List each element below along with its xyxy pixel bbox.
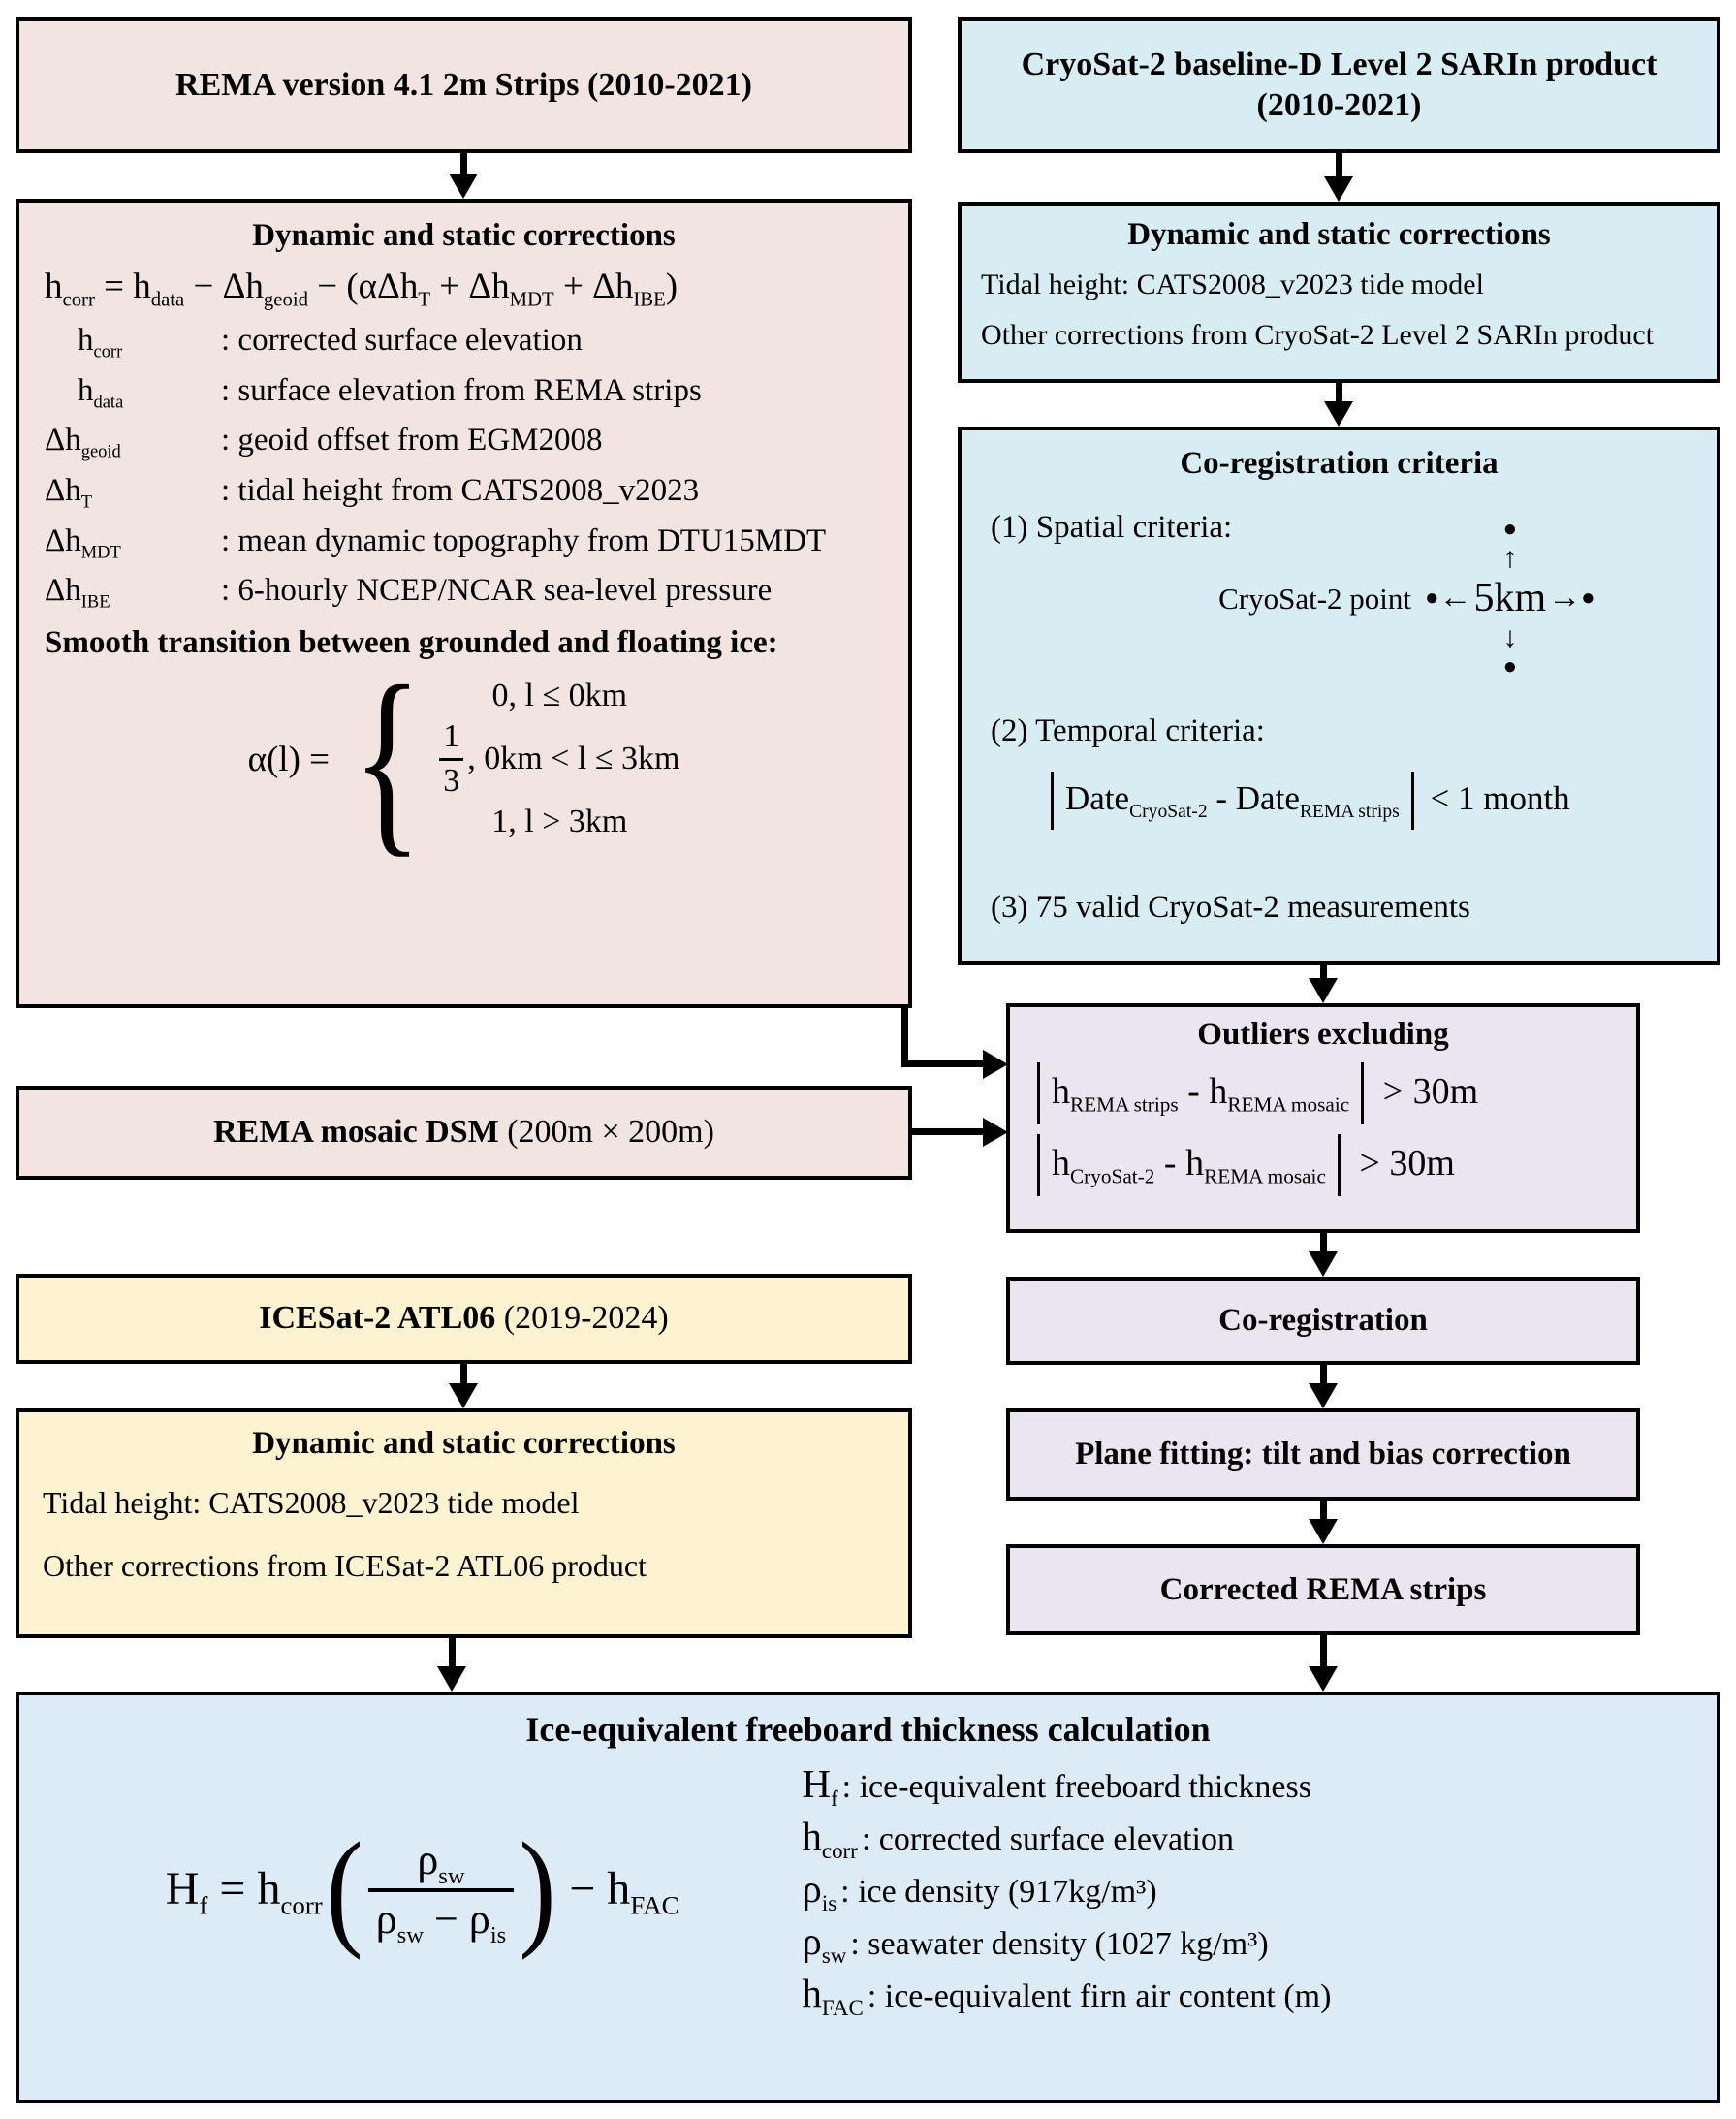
definition-row xyxy=(802,1918,1684,1969)
rema-corrections-box xyxy=(16,199,912,1008)
mosaic-arrow-stem xyxy=(912,1128,983,1135)
dot-right: ● xyxy=(1581,585,1595,611)
arrow-cryosat-to-corrections xyxy=(1324,153,1353,202)
symbol: $\Delta h_{IBE}$ xyxy=(45,573,110,612)
alpha-lhs: α(l) = xyxy=(247,739,331,779)
close-paren: ) xyxy=(519,1817,556,1962)
symbol: $h_{FAC}$ xyxy=(802,1971,864,2021)
definition: : mean dynamic topography from DTU15MDT xyxy=(221,522,827,558)
definition-row xyxy=(45,573,883,612)
icesat-corrections-line1: Tidal height: CATS2008_v2023 tide model xyxy=(43,1485,580,1520)
arrow-rema-strips-to-corrections xyxy=(449,153,478,199)
freeboard-formula xyxy=(43,1754,802,2024)
temporal-criteria-label: (2) Temporal criteria: xyxy=(991,713,1265,748)
cryosat-point-label: CryoSat-2 point xyxy=(1218,581,1411,616)
elbow-arrow-horizontal xyxy=(901,1060,983,1067)
absolute-value-expression: Date$_{CryoSat-2}$ - Date$_{REMA strips}$ xyxy=(1051,772,1414,830)
definition-row xyxy=(45,522,883,562)
symbol: $h_{corr}$ xyxy=(802,1814,858,1864)
alpha-case-1: 0, l ≤ 0km xyxy=(491,677,628,713)
freeboard-box xyxy=(16,1692,1720,2103)
alpha-case-3: 1, l > 3km xyxy=(491,804,628,840)
arrow-criteria-to-outliers xyxy=(1309,965,1338,1003)
fraction-numerator: $\rho_{sw}$ xyxy=(417,1835,465,1889)
cryosat-box xyxy=(958,17,1720,153)
smooth-transition-title: Smooth transition between grounded and floating ice: xyxy=(45,624,778,660)
outlier-threshold: > 30m xyxy=(1359,1143,1455,1184)
icesat-box xyxy=(16,1274,912,1364)
arrow-plane-fitting-to-corrected-strips xyxy=(1309,1501,1338,1544)
open-paren: ( xyxy=(326,1817,363,1962)
icesat-corrections-box xyxy=(16,1408,912,1638)
definition-row xyxy=(802,1761,1684,1812)
corrected-strips-title: Corrected REMA strips xyxy=(1159,1571,1487,1607)
cryosat-corrections-box xyxy=(958,202,1720,383)
icesat-title-bold: ICESat-2 ATL06 xyxy=(259,1300,496,1337)
distance-label: 5km xyxy=(1473,576,1547,620)
symbol: $h_{corr}$ xyxy=(78,323,123,362)
cryosat-corrections-line2: Other corrections from CryoSat-2 Level 2 SARIn product xyxy=(981,319,1654,351)
definition-row xyxy=(802,1814,1684,1864)
definition: : corrected surface elevation xyxy=(221,323,583,358)
definition: : corrected surface elevation xyxy=(861,1821,1234,1858)
spatial-criteria-label: (1) Spatial criteria: xyxy=(991,510,1233,545)
corrected-strips-box xyxy=(1006,1544,1640,1635)
up-arrow-icon: ↑ xyxy=(1502,542,1518,574)
rema-mosaic-title xyxy=(213,1112,714,1154)
freeboard-title: Ice-equivalent freeboard thickness calculation xyxy=(525,1710,1211,1749)
rema-strips-box xyxy=(16,17,912,153)
formula-lhs: $H_f = h_{corr}$ xyxy=(165,1863,323,1920)
outlier-rule-row xyxy=(1037,1134,1619,1196)
measurement-count-criteria: (3) 75 valid CryoSat-2 measurements xyxy=(991,890,1470,925)
outliers-box xyxy=(1006,1003,1640,1233)
elbow-arrow-vertical xyxy=(901,1004,908,1064)
symbol: $h_{data}$ xyxy=(78,372,124,412)
definition-row xyxy=(45,472,883,512)
definition-row xyxy=(802,1971,1684,2021)
rema-mosaic-title-rest: (200m × 200m) xyxy=(498,1114,714,1151)
coreg-criteria-box xyxy=(958,427,1720,965)
temporal-criteria-formula xyxy=(1051,772,1570,830)
arrow-icesat-corrections-to-freeboard xyxy=(437,1638,466,1692)
down-arrow-icon: ↓ xyxy=(1502,621,1518,653)
freeboard-definitions xyxy=(802,1754,1693,2024)
symbol: $\rho_{is}$ xyxy=(802,1866,837,1916)
definition: : ice density (917kg/m³) xyxy=(840,1874,1157,1911)
definition-row xyxy=(45,323,883,362)
cryosat-corrections-title: Dynamic and static corrections xyxy=(1127,217,1551,252)
rema-mosaic-box xyxy=(16,1086,912,1180)
outliers-title: Outliers excluding xyxy=(1197,1017,1449,1052)
definition-row xyxy=(45,423,883,461)
coreg-criteria-title: Co-registration criteria xyxy=(1180,446,1499,481)
elbow-arrow-head xyxy=(983,1050,1008,1079)
alpha-case-2-condition: , 0km < l ≤ 3km xyxy=(467,740,680,776)
definition: : 6-hourly NCEP/NCAR sea-level pressure xyxy=(221,573,773,609)
arrow-outliers-to-coregistration xyxy=(1309,1233,1338,1277)
coregistration-title: Co-registration xyxy=(1218,1303,1428,1338)
freeboard-content xyxy=(43,1754,1693,2024)
alpha-case-2 xyxy=(439,716,679,802)
density-fraction xyxy=(368,1835,515,1948)
right-arrow-icon: → xyxy=(1548,580,1582,616)
definition-row xyxy=(45,372,883,412)
formula-tail: − $h_{FAC}$ xyxy=(569,1863,679,1920)
coregistration-box xyxy=(1006,1277,1640,1365)
symbol: $\Delta h_{MDT}$ xyxy=(45,522,121,562)
definition-row xyxy=(802,1866,1684,1916)
cryosat-corrections-line1: Tidal height: CATS2008_v2023 tide model xyxy=(981,269,1484,300)
spatial-center-row xyxy=(1218,576,1595,620)
rema-mosaic-title-bold: REMA mosaic DSM xyxy=(213,1114,499,1151)
definition: : tidal height from CATS2008_v2023 xyxy=(221,472,700,508)
symbol: $\Delta h_T$ xyxy=(45,472,93,512)
elevation-correction-formula: $h_{corr} = h_{data} - \Delta h_{geoid} - (\alpha\Delta h_T + \Delta h_{MDT} + \Delta h_{IBE})$ xyxy=(45,267,679,311)
absolute-value-expression: $h_{REMA strips} - h_{REMA mosaic}$ xyxy=(1037,1062,1364,1124)
symbol: $\Delta h_{geoid}$ xyxy=(45,423,121,461)
symbol: $\rho_{sw}$ xyxy=(802,1918,847,1969)
dot-top: ● xyxy=(1502,517,1518,542)
arrow-icesat-to-corrections xyxy=(449,1364,478,1408)
brace-glyph: { xyxy=(352,642,423,874)
icesat-corrections-line2: Other corrections from ICESat-2 ATL06 product xyxy=(43,1548,647,1583)
icesat-corrections-title: Dynamic and static corrections xyxy=(252,1426,676,1461)
definition: : geoid offset from EGM2008 xyxy=(221,423,603,459)
icesat-title-rest: (2019-2024) xyxy=(495,1300,669,1337)
plane-fitting-box xyxy=(1006,1408,1640,1501)
absolute-value-expression: $h_{CryoSat-2} - h_{REMA mosaic}$ xyxy=(1037,1134,1341,1196)
fraction-denominator: $\rho_{sw} - \rho_{is}$ xyxy=(368,1888,515,1944)
dot-bottom: ● xyxy=(1502,654,1518,680)
fraction-numerator: 1 xyxy=(443,718,460,755)
definition: : ice-equivalent freeboard thickness xyxy=(841,1769,1311,1805)
one-third-fraction xyxy=(439,716,463,802)
arrow-coregistration-to-plane-fitting xyxy=(1309,1365,1338,1408)
arrow-corrected-strips-to-freeboard xyxy=(1309,1635,1338,1692)
alpha-cases xyxy=(439,676,679,843)
dot-center: ● xyxy=(1425,585,1439,611)
temporal-threshold: < 1 month xyxy=(1430,779,1570,817)
mosaic-arrow-head xyxy=(983,1118,1008,1147)
definition: : ice-equivalent firn air content (m) xyxy=(867,1978,1332,2015)
fraction-denominator: 3 xyxy=(439,758,463,803)
rema-corrections-title: Dynamic and static corrections xyxy=(252,218,676,253)
definition: : seawater density (1027 kg/m³) xyxy=(850,1926,1269,1963)
arrow-corrections-to-criteria xyxy=(1324,383,1353,427)
outlier-rule-row xyxy=(1037,1062,1619,1124)
cryosat-title-line2: (2010-2021) xyxy=(1256,87,1422,123)
cryosat-title-line1: CryoSat-2 baseline-D Level 2 SARIn product xyxy=(1021,46,1657,82)
definition: : surface elevation from REMA strips xyxy=(221,372,702,408)
outlier-threshold: > 30m xyxy=(1382,1071,1479,1112)
spatial-criteria-diagram xyxy=(1218,517,1595,680)
left-arrow-icon: ← xyxy=(1438,580,1472,616)
plane-fitting-title: Plane fitting: tilt and bias correction xyxy=(1075,1437,1571,1471)
rema-strips-title: REMA version 4.1 2m Strips (2010-2021) xyxy=(175,66,752,103)
icesat-title xyxy=(259,1298,669,1340)
symbol: $H_f$ xyxy=(802,1761,838,1812)
